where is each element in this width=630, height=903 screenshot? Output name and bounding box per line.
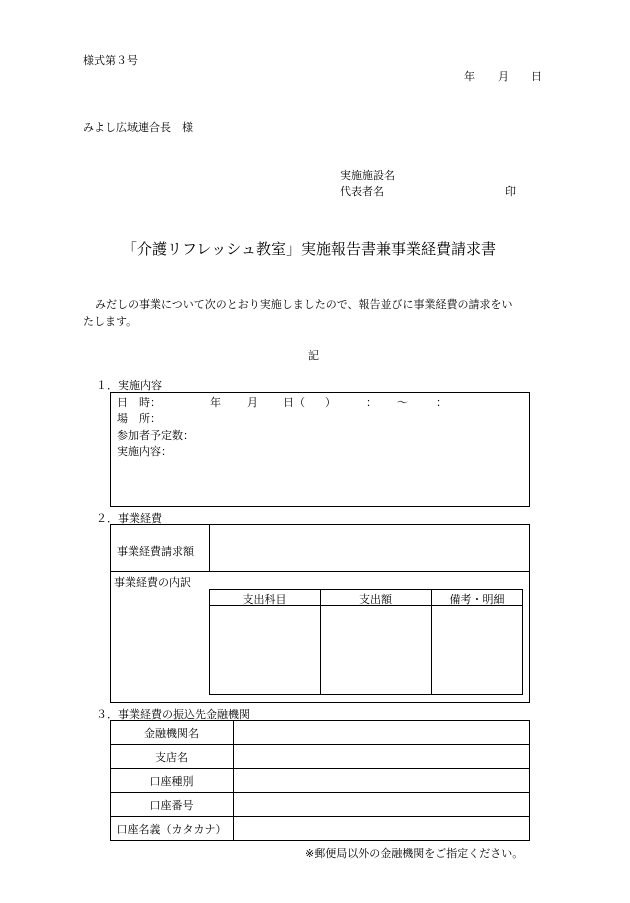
document-title: 「介護リフレッシュ教室」実施報告書兼事業経費請求書 — [122, 240, 496, 258]
representative-label: 代表者名 — [340, 185, 384, 198]
bank-row-divider — [110, 816, 530, 817]
claim-amount-label: 事業経費請求額 — [117, 545, 194, 558]
participants-label: 参加者予定数： — [117, 429, 194, 442]
place-label: 場 所： — [117, 412, 161, 425]
bank-col-divider — [233, 720, 234, 841]
datetime-label: 日 時： — [117, 396, 161, 409]
date-day-label: 日 — [531, 70, 542, 83]
s1-tilde: ～ — [397, 396, 408, 409]
s1-day-open: 日（ — [283, 396, 305, 409]
branch-name-label: 支店名 — [155, 751, 188, 764]
section2-heading: ２．事業経費 — [96, 512, 162, 525]
col-expense-amount: 支出額 — [359, 593, 392, 606]
form-number: 様式第３号 — [83, 54, 138, 67]
section1-box — [110, 392, 530, 507]
claim-divider — [209, 524, 210, 571]
date-year-label: 年 — [464, 70, 475, 83]
addressee: みよし広域連合長 様 — [83, 121, 193, 134]
account-type-label: 口座種別 — [149, 775, 194, 788]
bank-row-divider — [110, 744, 530, 745]
col-remarks: 備考・明細 — [449, 593, 505, 606]
s1-colon-1: ： — [366, 396, 377, 409]
s1-colon-2: ： — [436, 396, 447, 409]
account-holder-label: 口座名義（カタカナ） — [116, 823, 227, 836]
bank-name-label: 金融機関名 — [144, 727, 199, 740]
intro-line-2: たします。 — [83, 315, 138, 328]
section1-heading: １．実施内容 — [96, 379, 162, 392]
intro-line-1: みだしの事業について次のとおり実施しましたので、報告並びに事業経費の請求をい — [95, 298, 513, 311]
date-month-label: 月 — [498, 70, 509, 83]
facility-name-label: 実施施設名 — [340, 169, 395, 182]
s1-year: 年 — [210, 396, 221, 409]
section2-divider — [110, 571, 530, 572]
bank-row-divider — [110, 792, 530, 793]
account-number-label: 口座番号 — [149, 799, 194, 812]
col-expense-item: 支出科目 — [242, 593, 287, 606]
content-label: 実施内容： — [117, 445, 172, 458]
breakdown-label: 事業経費の内訳 — [114, 576, 191, 589]
footnote: ※郵便局以外の金融機関をご指定ください。 — [305, 847, 524, 860]
section3-heading: ３．事業経費の振込先金融機関 — [96, 708, 250, 721]
s1-paren-close: ） — [325, 396, 336, 409]
seal-label: 印 — [505, 185, 516, 198]
ki-label: 記 — [308, 349, 319, 362]
bank-row-divider — [110, 768, 530, 769]
s1-month: 月 — [247, 396, 258, 409]
